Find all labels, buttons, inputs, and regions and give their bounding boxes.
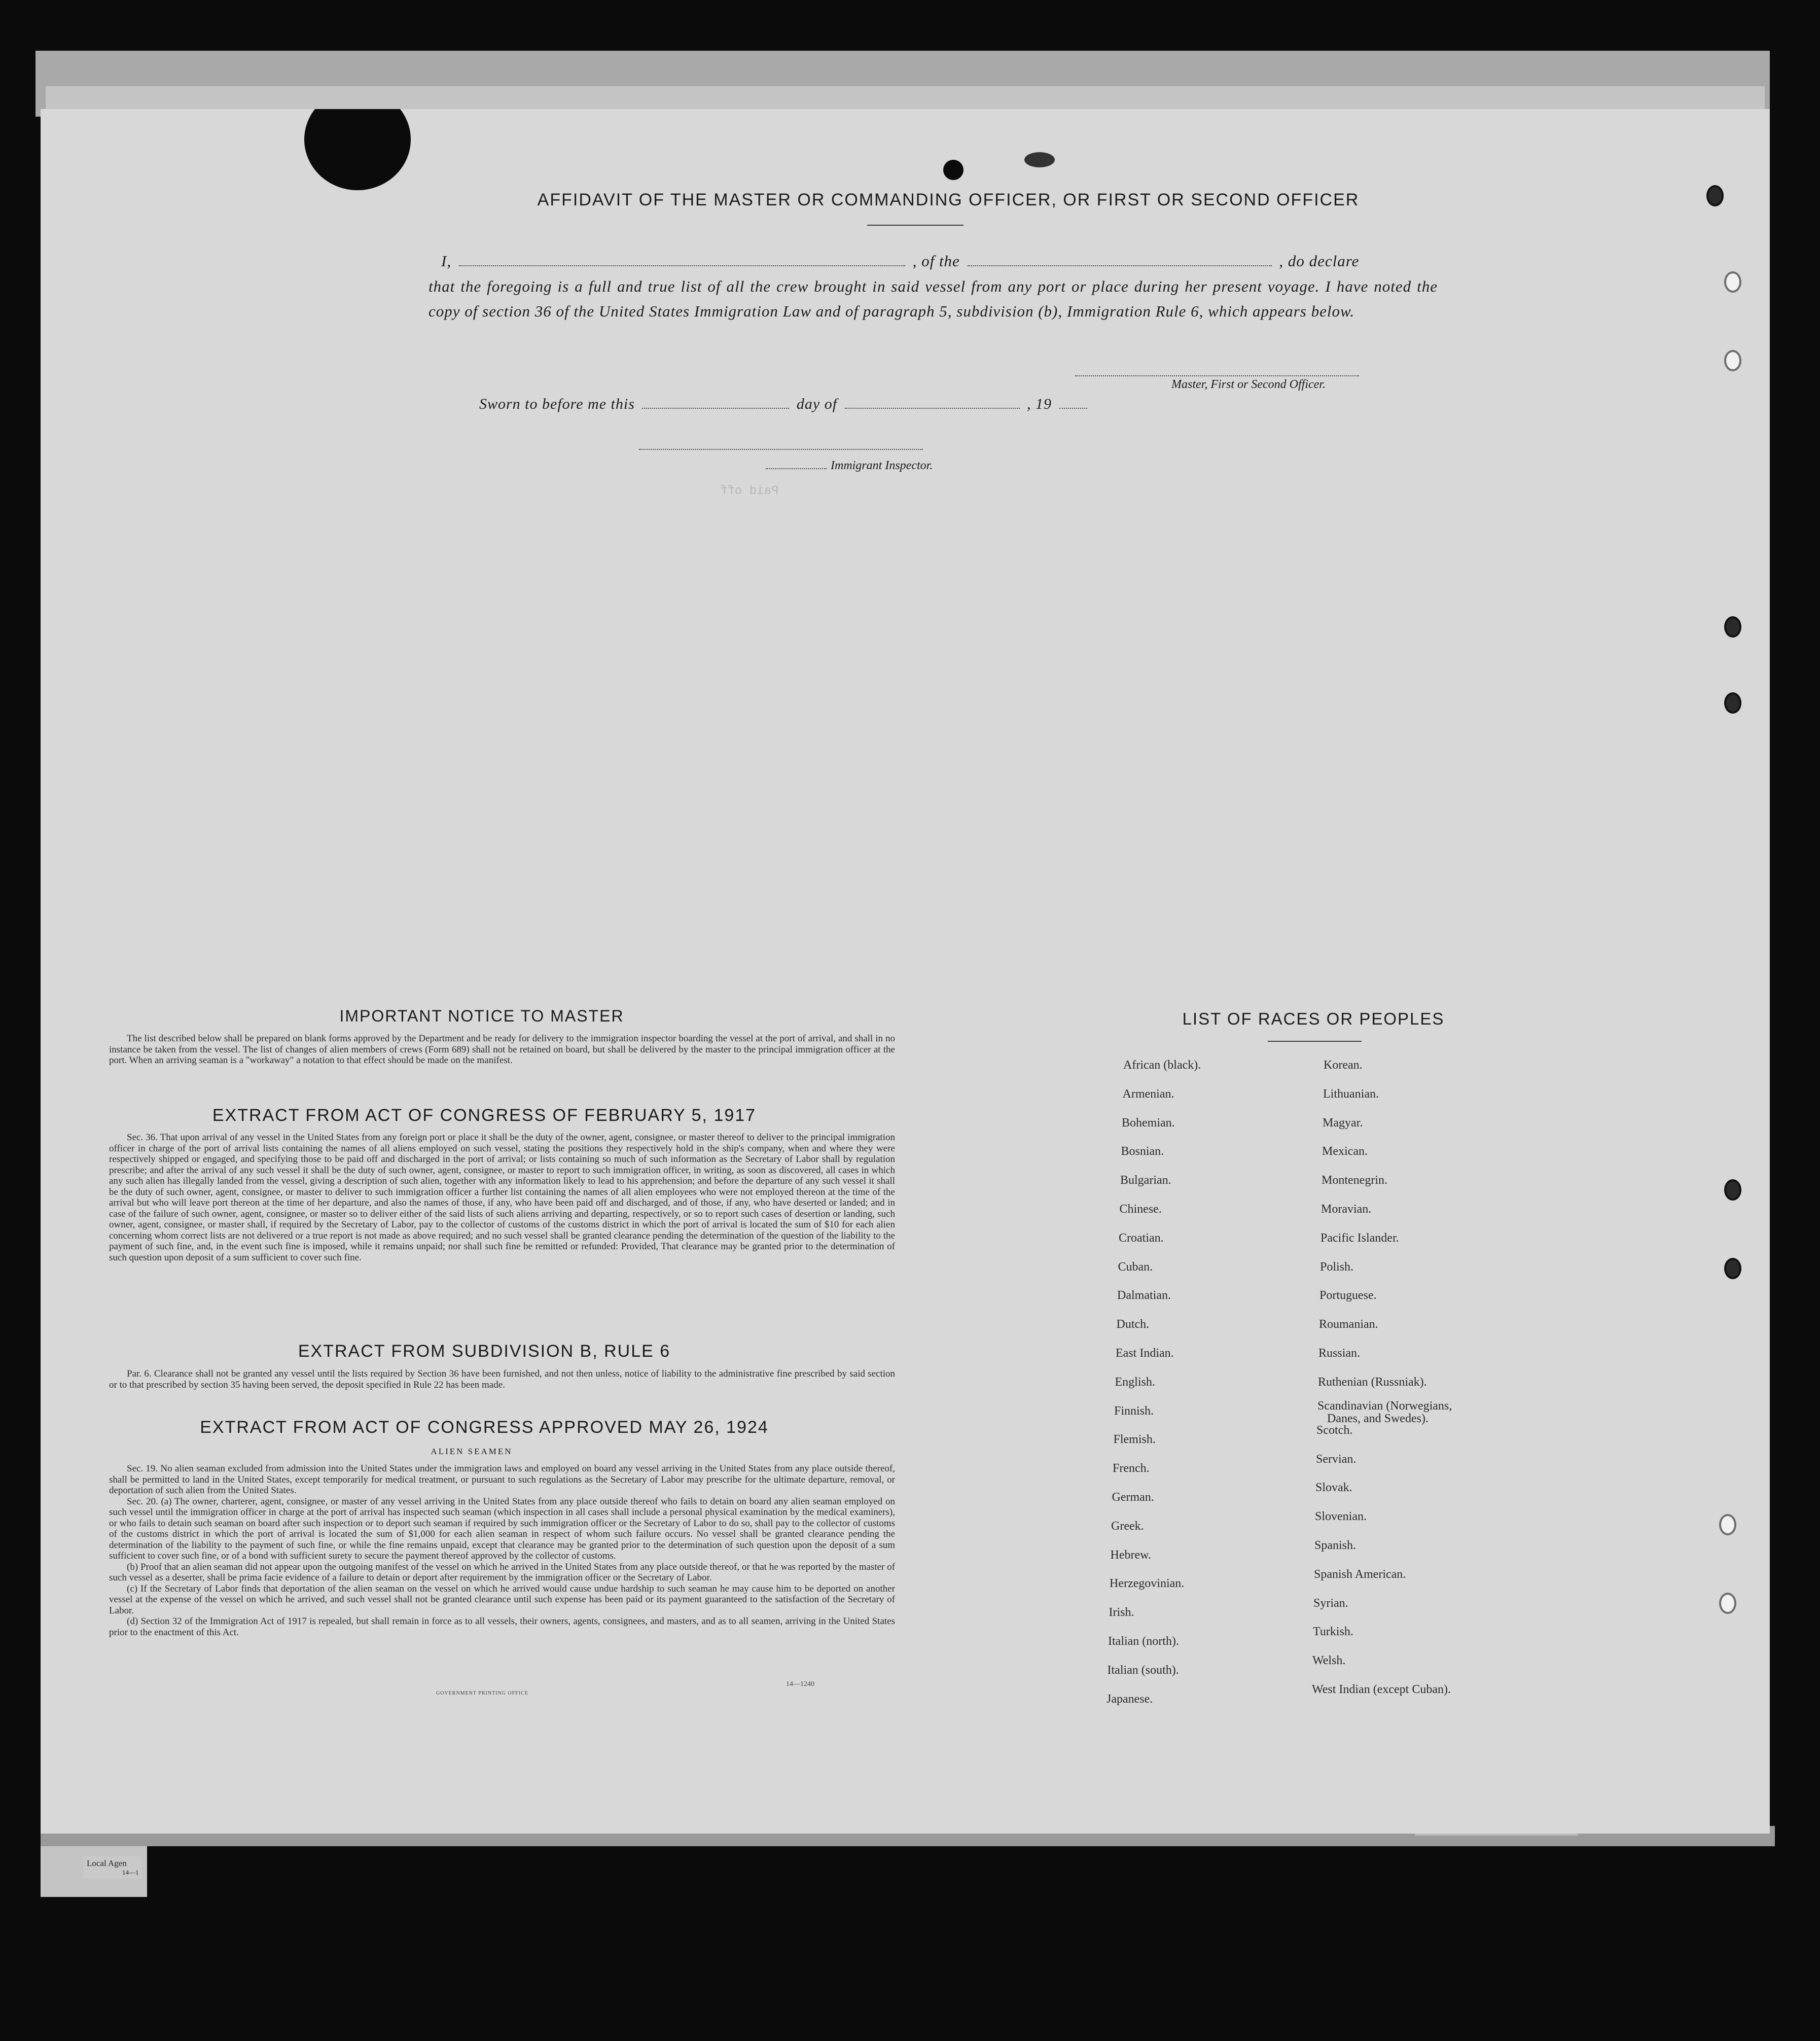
extract-1924-title: EXTRACT FROM ACT OF CONGRESS APPROVED MAY 26, 1924 bbox=[200, 1418, 769, 1437]
torn-hole-center bbox=[943, 160, 963, 180]
affidavit-title: AFFIDAVIT OF THE MASTER OR COMMANDING OFFICER, OR FIRST OR SECOND OFFICER bbox=[537, 190, 1360, 209]
race-item: Slovak. bbox=[1315, 1481, 1352, 1495]
race-item: Polish. bbox=[1320, 1260, 1354, 1274]
extract-1924-body: Sec. 19. No alien seaman excluded from admission into the United States under the immigration laws and employed on board any vessel arriving in the United States from any place outside thereof, shall be permitted to land in the United States, except temporarily for medical treatment, or pursuant to such regulations as the Secretary of Labor may prescribe for the ultimate departure, removal, or deportation of such alien from the United States. Sec. 20. (a) The owner, charterer, agent, consignee, or master of any vessel arriving in the United States from any place outside thereof who fails to detain on board any alien seaman employed on such vessel until the immigration officer in charge at the port of arrival has inspected such seaman (which inspection in all cases shall include a personal physical examination by the medical examiners), or who fails to detain such seaman on board after such inspection or to deport such seaman if required by such immigration officer or the Secretary of Labor to do so, shall pay to the collector of customs of the customs district in which the port of arrival is located the sum of $1,000 for each alien seaman in respect of whom such failure occurs. No vessel shall be granted clearance pending the determination of the liability to the payment of such fine, or while the fine remains unpaid, except that clearance may be granted prior to the determination of such question upon the deposit of a sum sufficient to cover such fine, or of a bond with sufficient surety to secure the payment thereof approved by the collector of customs. (b) Proof that an alien seaman did not appear upon the outgoing manifest of the vessel on which he arrived in the United States from any place outside thereof, or that he was reported by the master of such vessel as a deserter, shall be prima facie evidence of a failure to detain or deport after requirement by the immigration officer or the Secretary of Labor. (c) If the Secretary of Labor finds that deportation of the alien seaman on the vessel on which he arrived would cause undue hardship to such seaman he may cause him to be deported on another vessel at the expense of the vessel on which he arrived, and such vessel shall not be granted clearance until such expense has been paid or its payment guaranteed to the satisfaction of the Secretary of Labor. (d) Section 32 of the Immigration Act of 1917 is repealed, but shall remain in force as to all vessels, their owners, agents, consignees, and masters, and as to all seamen, arriving in the United States prior to the enactment of this Act. bbox=[109, 1463, 895, 1638]
extract-1917-body: Sec. 36. That upon arrival of any vessel in the United States from any foreign port or place it shall be the duty of the owner, agent, consignee, or master thereof to deliver to the principal immigration officer in charge of the port of arrival lists containing the names of all aliens employed on such vessel, stating the positions they respectively hold in the ship's company, when and where they were respectively shipped or engaged, and specifying those to be paid off and discharged in the port of arrival; or lists containing so much of such information as the Secretary of Labor shall by regulation prescribe; and after the arrival of any such vessel it shall be the duty of such owner, agent, consignee, or master to report to such immigration officer, in writing, as soon as discovered, all cases in which any such alien has illegally landed from the vessel, giving a description of such alien, together with any information likely to lead to his apprehension; and before the departure of any such vessel it shall be the duty of such owner, agent, consignee, or master to deliver to such immigration officer a further list containing the names of all alien employees who were not employed thereon at the time of the arrival but who will leave port thereon at the time of her departure, and also the names of those, if any, who have been paid off and discharged, and of those, if any, who have deserted or landed; and in case of the failure of such owner, agent, consignee, or master so to deliver either of the said lists of such aliens arriving and departing, respectively, or so to report such cases of desertion or landing, such owner, agent, consignee, or master shall, if required by the Secretary of Labor, pay to the collector of customs of the customs district in which the port of arrival is located the sum of $10 for each alien concerning whom correct lists are not delivered or a true report is not made as above required; and no such vessel shall be granted clearance pending the determination of the question of the liability to the payment of such fine, and, in the event such fine is imposed, while it remains unpaid; nor shall such fine be remitted or refunded: Provided, That clearance may be granted prior to the determination of such question upon deposit of a sum sufficient to cover such fine. bbox=[109, 1132, 895, 1263]
sworn-day-field[interactable] bbox=[642, 406, 789, 409]
race-item: Servian. bbox=[1316, 1452, 1357, 1466]
race-item: Scandinavian (Norwegians, bbox=[1317, 1399, 1452, 1413]
punch-hole bbox=[1706, 185, 1724, 206]
race-item: Montenegrin. bbox=[1322, 1174, 1387, 1187]
race-item: Bosnian. bbox=[1121, 1145, 1164, 1158]
race-item: Herzegovinian. bbox=[1110, 1577, 1185, 1591]
race-item: Turkish. bbox=[1313, 1625, 1353, 1639]
race-item: Lithuanian. bbox=[1323, 1087, 1379, 1101]
race-item: Magyar. bbox=[1323, 1116, 1363, 1130]
race-item: Japanese. bbox=[1107, 1692, 1153, 1706]
sworn-year-field[interactable] bbox=[1059, 406, 1087, 409]
race-item: Spanish American. bbox=[1314, 1567, 1406, 1581]
race-item: Cuban. bbox=[1118, 1260, 1153, 1274]
race-item: Moravian. bbox=[1321, 1203, 1372, 1216]
race-item: Bohemian. bbox=[1122, 1116, 1175, 1130]
race-item: Welsh. bbox=[1312, 1654, 1346, 1668]
race-item: Slovenian. bbox=[1315, 1510, 1367, 1524]
extract-rule6-title: EXTRACT FROM SUBDIVISION B, RULE 6 bbox=[298, 1342, 671, 1361]
race-item: Dutch. bbox=[1116, 1318, 1150, 1331]
race-item: Danes, and Swedes). bbox=[1327, 1412, 1429, 1425]
race-item: English. bbox=[1115, 1375, 1155, 1389]
race-item: Syrian. bbox=[1313, 1596, 1348, 1610]
race-item: Dalmatian. bbox=[1117, 1289, 1171, 1303]
extract-rule6-body: Par. 6. Clearance shall not be granted any vessel until the lists required by Section 36 have been furnished, and not then unless, notice of liability to the administrative fine prescribed by said section or to that prescribed by section 35 having been served, the deposit specified in Rule 22 has been made. bbox=[109, 1368, 895, 1390]
races-title: LIST OF RACES OR PEOPLES bbox=[1182, 1009, 1445, 1028]
race-item: East Indian. bbox=[1116, 1347, 1174, 1360]
race-item: Finnish. bbox=[1114, 1404, 1154, 1418]
race-item: Italian (south). bbox=[1107, 1663, 1179, 1677]
master-signature-line[interactable] bbox=[1075, 375, 1359, 376]
margin-tab-label: Local Agen 14—1 bbox=[84, 1856, 142, 1879]
extract-1924-subtitle: ALIEN SEAMEN bbox=[431, 1447, 513, 1456]
race-item: Irish. bbox=[1109, 1606, 1134, 1620]
punch-hole bbox=[1719, 1593, 1736, 1614]
race-item: German. bbox=[1112, 1491, 1154, 1504]
race-item: Italian (north). bbox=[1108, 1635, 1179, 1648]
notice-body: The list described below shall be prepared on blank forms approved by the Department and be ready for delivery to the immigration inspector boarding the vessel at the port of arrival, and shall in no instance be taken from the vessel. The list of changes of alien members of crews (Form 689) shall not be retained on board, but shall be delivered by the master to the principal immigration officer at the port. When an arriving seaman is a "workaway" a notation to that effect should be made on the manifest. bbox=[109, 1033, 895, 1066]
race-item: Chinese. bbox=[1119, 1203, 1162, 1216]
race-item: Pacific Islander. bbox=[1321, 1231, 1399, 1245]
torn-hole-left bbox=[304, 109, 411, 190]
punch-hole bbox=[1719, 1514, 1736, 1535]
inspector-signature-label: Immigrant Inspector. bbox=[766, 459, 933, 473]
form-number: 14—1240 bbox=[786, 1680, 814, 1688]
race-item: Flemish. bbox=[1113, 1433, 1156, 1447]
race-item: Portuguese. bbox=[1319, 1289, 1377, 1303]
bleed-through-text: Paid off bbox=[720, 484, 779, 498]
punch-hole bbox=[1724, 616, 1741, 638]
sworn-month-field[interactable] bbox=[845, 406, 1020, 409]
notice-title: IMPORTANT NOTICE TO MASTER bbox=[339, 1007, 624, 1025]
punch-hole bbox=[1724, 350, 1741, 371]
race-item: African (black). bbox=[1123, 1059, 1201, 1072]
punch-hole bbox=[1724, 692, 1741, 714]
race-item: West Indian (except Cuban). bbox=[1312, 1683, 1451, 1697]
sworn-line: Sworn to before me this day of , 19 bbox=[479, 396, 1090, 413]
race-item: Scotch. bbox=[1316, 1423, 1353, 1437]
affidavit-body: that the foregoing is a full and true list of all the crew brought in said vessel from any port or place during her present voyage. I have noted the copy of section 36 of the United States Immigration Law and of paragraph 5, subdivision (b), Immigration Rule 6, which appears below. bbox=[429, 277, 1438, 320]
race-item: Russian. bbox=[1318, 1347, 1361, 1360]
race-item: Mexican. bbox=[1322, 1145, 1368, 1158]
races-title-rule bbox=[1268, 1041, 1362, 1042]
printer-imprint: GOVERNMENT PRINTING OFFICE bbox=[436, 1691, 528, 1696]
form-page bbox=[41, 109, 1770, 1834]
punch-hole bbox=[1724, 271, 1741, 293]
race-item: Hebrew. bbox=[1110, 1548, 1151, 1562]
race-item: Armenian. bbox=[1122, 1087, 1174, 1101]
inspector-signature-line[interactable] bbox=[639, 449, 923, 450]
race-item: Bulgarian. bbox=[1120, 1174, 1171, 1187]
race-item: Roumanian. bbox=[1319, 1318, 1378, 1331]
race-item: Croatian. bbox=[1119, 1231, 1164, 1245]
torn-spot bbox=[1024, 152, 1055, 167]
race-item: Korean. bbox=[1324, 1059, 1363, 1072]
name-field[interactable] bbox=[459, 263, 905, 266]
race-item: Spanish. bbox=[1314, 1539, 1357, 1553]
race-item: Greek. bbox=[1111, 1519, 1144, 1533]
vessel-field[interactable] bbox=[968, 263, 1272, 266]
race-item: French. bbox=[1113, 1462, 1150, 1475]
punch-hole bbox=[1724, 1258, 1741, 1279]
punch-hole bbox=[1724, 1179, 1741, 1201]
race-item: Ruthenian (Russniak). bbox=[1318, 1375, 1427, 1389]
extract-1917-title: EXTRACT FROM ACT OF CONGRESS OF FEBRUARY 5, 1917 bbox=[212, 1106, 757, 1125]
affidavit-declaration-line: I, , of the , do declare bbox=[441, 252, 1360, 270]
master-signature-label: Master, First or Second Officer. bbox=[1171, 378, 1326, 391]
affidavit-title-rule bbox=[867, 225, 963, 226]
